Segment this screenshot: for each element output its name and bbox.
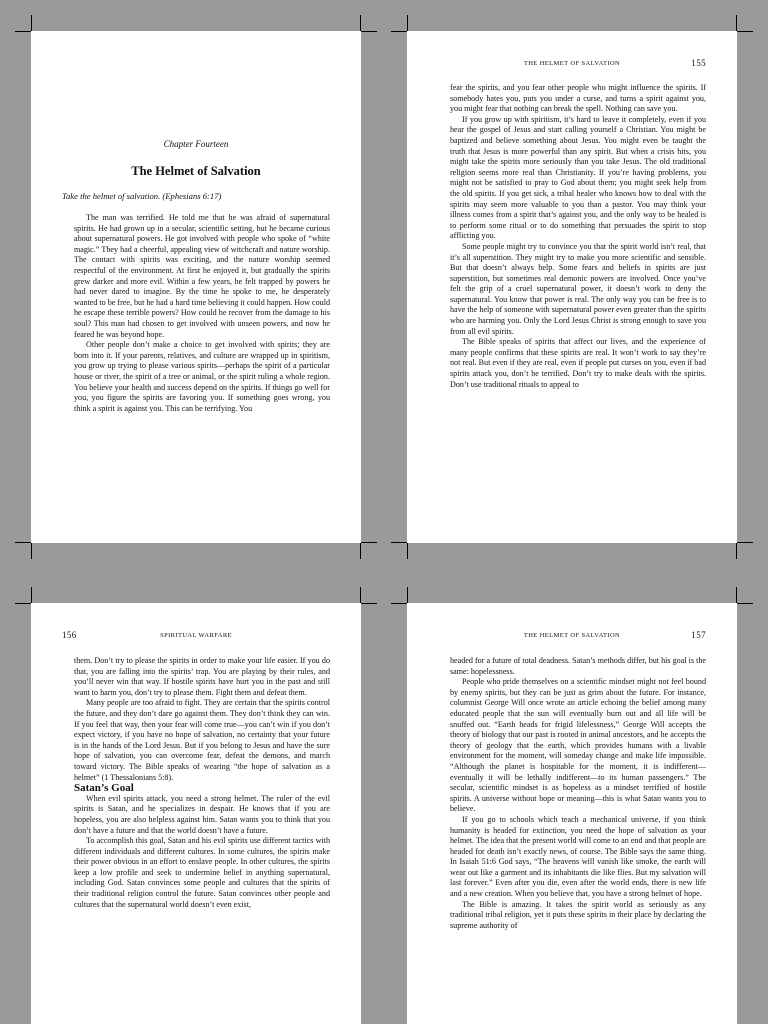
paragraph: Other people don’t make a choice to get involved with spirits; they are born into it. If your parents, relatives, and culture are wrapped up in spiritism, you grow up trying to please various spirits—perhaps the spirit of a particular house or river, the spirit of a tree or animal, or the spirit ruling a whole region. You believe your health and success depend on the spirits. If things go well for you, you figure the spirits are favoring you. If something goes wrong, you think a spirit is against you. This can be terrifying. You (74, 340, 330, 413)
crop-mark (31, 587, 32, 603)
book-page-156 (31, 603, 361, 1024)
page-number: 157 (691, 630, 706, 640)
crop-mark (361, 603, 377, 604)
page-body (74, 213, 330, 414)
running-head (438, 58, 706, 72)
crop-mark (360, 543, 361, 559)
chapter-label: Chapter Fourteen (163, 139, 229, 149)
paragraph: When evil spirits attack, you need a strong helmet. The ruler of the evil spirits is Satan, and he specializes in despair. He knows that if you are hopeless, you are also helpless against him. Satan wants you to think that you don’t have a future and that the world doesn’t have a future. (74, 793, 330, 835)
crop-mark (737, 542, 753, 543)
crop-mark (15, 31, 31, 32)
page-body (74, 656, 330, 910)
book-page-157 (407, 603, 737, 1024)
crop-mark (407, 15, 408, 31)
crop-mark (31, 15, 32, 31)
running-head-title: THE HELMET OF SALVATION (523, 632, 621, 639)
paragraph: Many people are too afraid to fight. They are certain that the spirits control the future, and they don’t dare go against them. They don’t think they can win. If you feel that way, then your fear will come true—you can’t win if you don’t expect victory, if you have no hope of salvation, no certainty that your future is in the hands of the Lord Jesus. But if you belong to Jesus and have the sure hope of salvation, you can overcome fear, defeat the demons, and march toward victory. The Bible speaks of wearing “the hope of salvation as a helmet” (1 Thessalonians 5:8). (74, 698, 330, 782)
page-number: 156 (62, 630, 77, 640)
running-head-title: SPIRITUAL WARFARE (160, 632, 232, 639)
paragraph: headed for a future of total deadness. Satan’s methods differ, but his goal is the same: hopelessness. (450, 656, 706, 676)
crop-mark (15, 542, 31, 543)
running-head-title: THE HELMET OF SALVATION (523, 60, 621, 67)
running-head (438, 630, 706, 644)
crop-mark (737, 603, 753, 604)
crop-mark (361, 31, 377, 32)
paragraph: them. Don’t try to please the spirits in order to make your life easier. If you do that, you are falling into the spirits’ trap. You are playing by their rules, and you’ll never win that way. If hostile spirits have hurt you in the past and still want to harm you, don’t try to please them. Fight them and defeat them. (74, 656, 330, 697)
paragraph: The Bible speaks of spirits that affect our lives, and the experience of many people confirms that these spirits are real. It won’t work to say they’re not real. But even if they are real, even if people put curses on you, even if bad spirits attack you, don’t be terrified. Don’t try to make deals with the spirits. Don’t use traditional rituals to appeal to (450, 337, 706, 389)
crop-mark (360, 15, 361, 31)
crop-mark (391, 603, 407, 604)
section-heading: Satan’s Goal (74, 782, 134, 795)
epigraph: Take the helmet of salvation. (Ephesians 6:17) (62, 191, 222, 201)
running-head (62, 630, 330, 644)
paragraph: The Bible is amazing. It takes the spirit world as seriously as any traditional tribal religion, yet it puts these spirits in their place by declaring the supreme authority of (450, 899, 706, 930)
book-page-155 (407, 31, 737, 543)
crop-mark (391, 31, 407, 32)
book-page-chapter-start (31, 31, 361, 543)
paragraph: The man was terrified. He told me that he was afraid of supernatural spirits. He had grown up in a secular, scientific setting, but he became curious about supernatural powers. He got involved with people who spoke of “white magic.” They had a cheerful, appealing view of witchcraft and nature worship. The contact with spirits was exciting, and the nature worship seemed respectful of the environment. At first he enjoyed it, but gradually the spirits grew darker and more evil. Within a few years, he felt trapped by powers he had never dared to imagine. By the time he spoke to me, he desperately wanted to be free, but he had a hard time believing it could happen. How could he escape these terrible powers? How could he recover from the damage to his soul? This man had chosen to get involved with unseen powers, and now he feared he was beyond hope. (74, 213, 330, 339)
crop-mark (407, 543, 408, 559)
chapter-title: The Helmet of Salvation (131, 164, 261, 178)
crop-mark (737, 31, 753, 32)
page-number: 155 (691, 58, 706, 68)
paragraph: To accomplish this goal, Satan and his evil spirits use different tactics with different individuals and different cultures. In some cultures, the spirits make their power obvious in an effort to enslave people. In other cultures, the spirits keep a low profile and seek to undermine belief in anything supernatural, including God. Satan convinces some people and cultures that the spirits of their traditional religion control the future. Satan convinces other people and cultures that the supernatural world doesn’t even exist, (74, 836, 330, 909)
paragraph: People who pride themselves on a scientific mindset might not feel bound by enemy spirits, but they can be just as grim about the future. For instance, columnist George Will once wrote an article echoing the belief among many educated people that the sun will eventually burn out and all life will be snuffed out. “Earth heads for frigid lifelessness,” George Will accepts the theory of biology that our past is rooted in animal ancestors, and he accepts the theory of geology that the earth, which provides humans with a livable environment for the moment, will someday change and make life impossible. “Although the planet is hospitable for the moment, it is indifferent—eventually it will be lethally indifferent—to its human passengers.” The secular, scientific mindset is as hopeless as a mindset terrified of hostile spirits. A universe without hope or meaning—this is what Satan wants you to believe. (450, 677, 707, 814)
crop-mark (360, 587, 361, 603)
crop-mark (31, 543, 32, 559)
crop-mark (736, 587, 737, 603)
crop-mark (361, 542, 377, 543)
page-body (450, 656, 706, 931)
paragraph: Some people might try to convince you that the spirit world isn’t real, that it’s all superstition. They might try to make you more scientific and sensible. But that doesn’t always help. Some fears and beliefs in spirits are just superstition, but sometimes real demonic powers are involved. Once you’ve felt the grip of a cruel supernatural power, it doesn’t work to deny the supernatural. You know that power is real. The only way you can be free is to have the help of someone with supernatural power even greater than the spirits who are harming you. Only the Lord Jesus Christ is strong enough to save you from all evil spirits. (450, 241, 706, 336)
crop-mark (736, 15, 737, 31)
page-body (450, 83, 706, 390)
crop-mark (15, 603, 31, 604)
paragraph: fear the spirits, and you fear other people who might influence the spirits. If somebody hates you, puts you under a curse, and turns a spirit against you, you might fear that nothing can break the spell. Nothing can save you. (450, 83, 706, 114)
paragraph: If you go to schools which teach a mechanical universe, if you think humanity is headed for extinction, you need the hope of salvation as your helmet. The idea that the present world will come to an end and that people are headed for death isn’t exactly news, of course. The Bible says the same thing. In Isaiah 51:6 God says, “The heavens will vanish like smoke, the earth will wear out like a garment and its inhabitants die like flies. But my salvation will last forever.” Even after you die, even after the world ends, there is new life and a new creation. When you believe that, you have a strong helmet of hope. (450, 814, 706, 899)
paragraph: If you grow up with spiritism, it’s hard to leave it completely, even if you hear the gospel of Jesus and start calling yourself a Christian. You might be baptized and believe something about Jesus. You might even be taught the truth that Jesus is more powerful than any spirit. But when a crisis hits, you might take the spirits more seriously than you take Jesus. The old traditional religion seems more real than Christianity. If you’re having problems, you might not be satisfied to pray to God about them; you might seek help from the old spirits. If you get sick, a tribal healer who knows how to deal with the spirits may seem more valuable to you than a pastor. You may think your illness comes from a spirit that’s against you, and the only way to be healed is to perform some ritual or to do something that persuades the spirit to stop afflicting you. (450, 114, 706, 241)
crop-mark (391, 542, 407, 543)
crop-mark (407, 587, 408, 603)
crop-mark (736, 543, 737, 559)
